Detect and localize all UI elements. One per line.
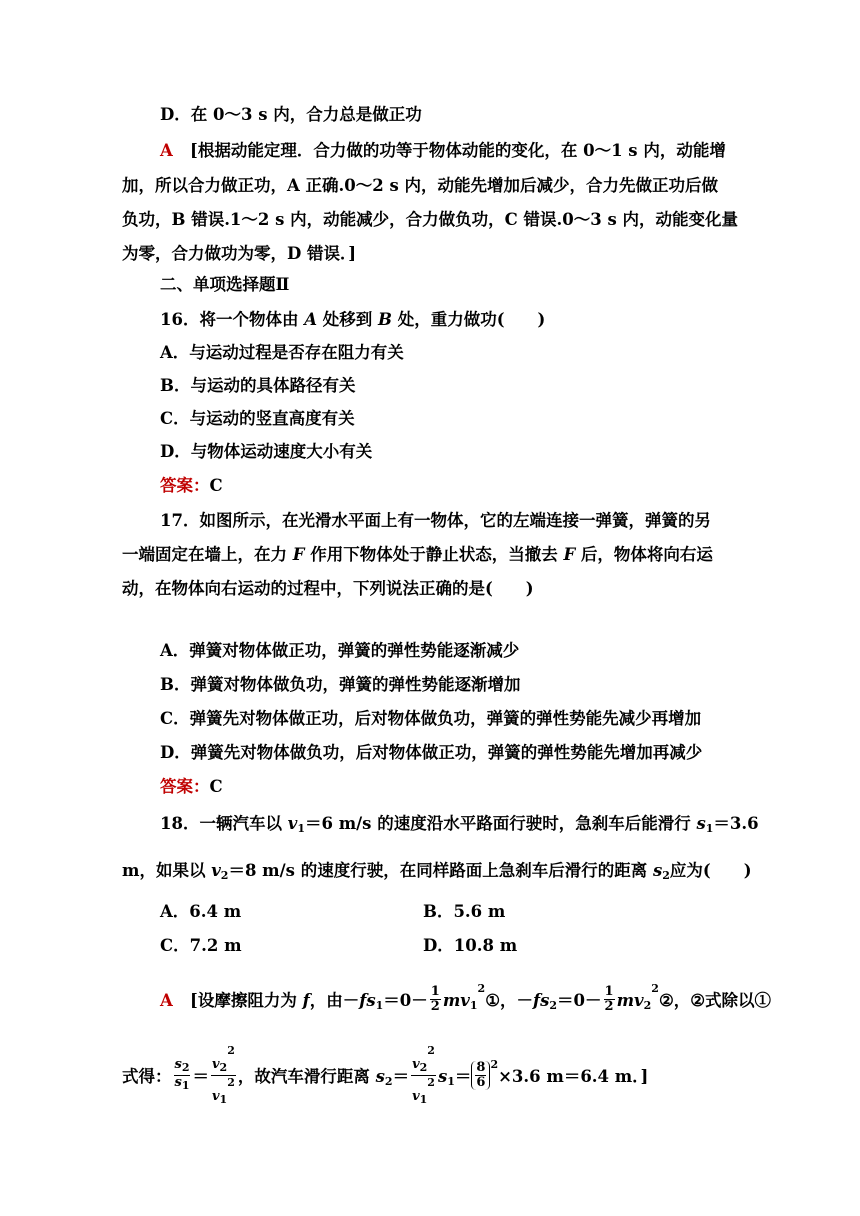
q17-stem-line-1: 17．如图所示，在光滑水平面上有一物体，它的左端连接一弹簧，弹簧的另 bbox=[160, 511, 711, 530]
q15-explanation-line-3: 负功，B 错误.1～2 s 内，动能减少，合力做负功，C 错误.0～3 s 内，动能变化量 bbox=[122, 210, 739, 229]
q17-stem-line-2: 一端固定在墙上，在力 F 作用下物体处于静止状态，当撤去 F 后，物体将向右运 bbox=[122, 545, 713, 564]
q16-option-d: D．与物体运动速度大小有关 bbox=[160, 442, 373, 461]
q18-explanation-line-2: 式得： $\frac{s_2}{s_1}$ ＝ $\frac{v_2^2}{v_1^2}$ ，故汽车滑行距离 $s_2=$ $\frac{v_2^2}{v_1^2}$ $s_1=$ $\frac{8}{6}$ $^2$×3.6 m＝6.4 m．] bbox=[122, 1044, 649, 1106]
q18-option-a: A．6.4 m bbox=[160, 902, 242, 921]
fraction-s2-over-s1: $\frac{s_2}{s_1}$ bbox=[174, 1057, 190, 1092]
fraction-v2sq-over-v1sq: $\frac{v_2^2}{v_1^2}$ bbox=[211, 1044, 235, 1106]
fraction-one-half: $\frac{1}{2}$ bbox=[430, 984, 440, 1014]
q16-answer-label: 答案： bbox=[160, 476, 210, 495]
fraction-one-half-2: $\frac{1}{2}$ bbox=[604, 984, 614, 1014]
q17-option-c: C．弹簧先对物体做正功，后对物体做负功，弹簧的弹性势能先减少再增加 bbox=[160, 709, 702, 728]
q17-stem-line-3: 动，在物体向右运动的过程中，下列说法正确的是( ) bbox=[122, 579, 534, 598]
q15-answer-letter: A bbox=[160, 141, 173, 160]
q17-answer-label: 答案： bbox=[160, 777, 210, 796]
q16-option-b: B．与运动的具体路径有关 bbox=[160, 376, 356, 395]
q16-option-c: C．与运动的竖直高度有关 bbox=[160, 409, 355, 428]
q18-option-c: C．7.2 m bbox=[160, 936, 242, 955]
section-title: 二、单项选择题Ⅱ bbox=[160, 275, 290, 294]
q17-option-b: B．弹簧对物体做负功，弹簧的弹性势能逐渐增加 bbox=[160, 675, 521, 694]
fraction-v2sq-over-v1sq-2: $\frac{v_2^2}{v_1^2}$ bbox=[412, 1044, 435, 1106]
q17-answer: 答案：C bbox=[160, 777, 223, 796]
q18-option-d: D．10.8 m bbox=[423, 936, 518, 955]
q18-stem-line-2: m，如果以 $v_2=8$ m/s 的速度行驶，在同样路面上急刹车后滑行的距离 $s_2$应为( ) bbox=[122, 861, 752, 882]
q18-option-b: B．5.6 m bbox=[423, 902, 506, 921]
q17-option-d: D．弹簧先对物体做负功，后对物体做正功，弹簧的弹性势能先增加再减少 bbox=[160, 743, 703, 762]
q16-answer: 答案：C bbox=[160, 476, 223, 495]
paren-eight-over-six: $\frac{8}{6}$ bbox=[471, 1061, 490, 1090]
q15-option-d: D．在 0～3 s 内，合力总是做正功 bbox=[160, 105, 422, 124]
q18-explanation-line-1: A [设摩擦阻力为 f，由$-fs_1=0-$ $\frac{1}{2}$ $mv_1^2①$，$-fs_2=0-$ $\frac{1}{2}$ $mv_2^2②$，②式除以① bbox=[160, 982, 772, 1014]
q17-option-a: A．弹簧对物体做正功，弹簧的弹性势能逐渐减少 bbox=[160, 641, 520, 660]
q16-stem: 16．将一个物体由 A 处移到 B 处，重力做功( ) bbox=[160, 310, 546, 329]
q18-stem-line-1: 18．一辆汽车以 $v_1=6$ m/s 的速度沿水平路面行驶时，急刹车后能滑行 $s_1=3.6$ bbox=[160, 814, 759, 835]
q16-option-a: A．与运动过程是否存在阻力有关 bbox=[160, 343, 404, 362]
q18-answer-letter: A bbox=[160, 991, 173, 1010]
q15-explanation-line-1: A [根据动能定理．合力做的功等于物体动能的变化，在 0～1 s 内，动能增 bbox=[160, 141, 726, 160]
q15-explanation-line-4: 为零，合力做功为零，D 错误．] bbox=[122, 244, 357, 263]
q15-explanation-line-2: 加，所以合力做正功，A 正确.0～2 s 内，动能先增加后减少，合力先做正功后做 bbox=[122, 176, 719, 195]
